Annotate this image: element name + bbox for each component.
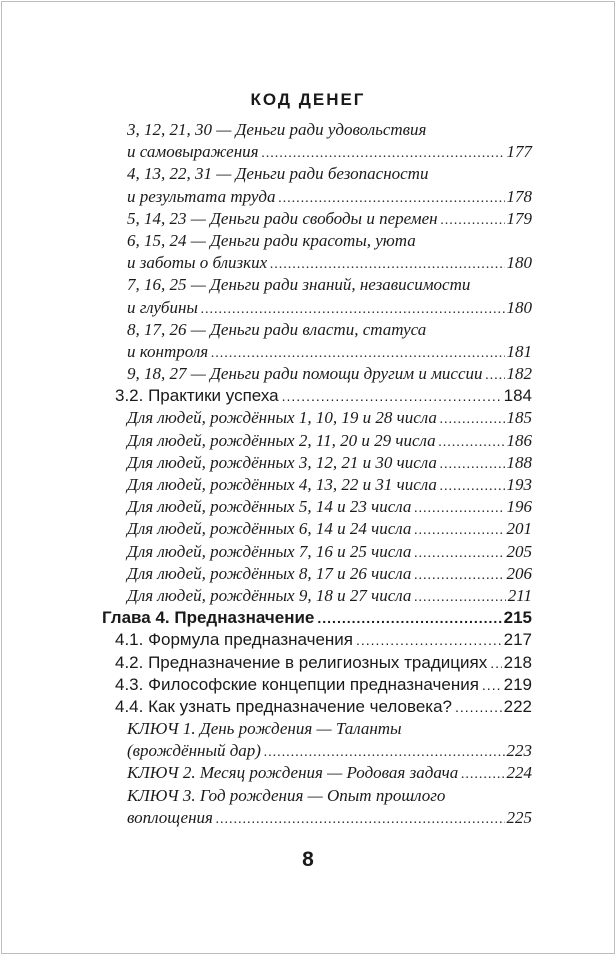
toc-entry-title: 9, 18, 27 — Деньги ради помощи другим и миссии (127, 364, 483, 384)
page-number: 8 (302, 848, 314, 871)
toc-entry[interactable] (102, 363, 532, 385)
toc-entry-title: 6, 15, 24 — Деньги ради красоты, уюта (127, 230, 416, 250)
dot-leader (490, 652, 501, 674)
toc-entry[interactable] (102, 541, 532, 563)
toc-entry-page: 224 (506, 763, 532, 783)
dot-leader (414, 520, 504, 542)
toc-entry[interactable] (102, 230, 532, 274)
toc-entry[interactable] (102, 163, 532, 207)
toc-entry-page: 206 (506, 563, 532, 583)
toc-entry-title: КЛЮЧ 3. Год рождения — Опыт прошлого (127, 785, 446, 805)
toc-entry-page: 217 (503, 630, 532, 650)
toc-entry-title: Для людей, рождённых 6, 14 и 24 числа (127, 519, 412, 539)
dot-leader (486, 365, 505, 387)
toc-entry-page: 181 (506, 341, 532, 361)
toc-entry-title: и контроля (127, 341, 209, 361)
toc-section-entry[interactable] (102, 674, 532, 696)
toc-entry-title: 4.1. Формула предназначения (115, 630, 353, 650)
toc-entry-page: 201 (506, 519, 532, 539)
toc-entry[interactable] (102, 452, 532, 474)
table-of-contents (102, 119, 532, 829)
toc-section-entry[interactable] (102, 696, 532, 718)
dot-leader (317, 607, 501, 629)
toc-entry-title: Для людей, рождённых 7, 16 и 25 числа (127, 541, 412, 561)
toc-entry[interactable] (102, 119, 532, 163)
dot-leader (414, 565, 504, 587)
dot-leader (461, 764, 504, 786)
dot-leader (414, 543, 504, 565)
dot-leader (441, 210, 505, 232)
toc-entry-page: 223 (506, 741, 532, 761)
toc-entry[interactable] (102, 474, 532, 496)
toc-entry-page: 179 (506, 208, 532, 228)
toc-entry[interactable] (102, 762, 532, 784)
toc-entry[interactable] (102, 785, 532, 829)
dot-leader (201, 299, 505, 321)
toc-entry-page: 205 (506, 541, 532, 561)
toc-entry-title: Для людей, рождённых 1, 10, 19 и 28 числа (127, 408, 437, 428)
toc-entry-page: 186 (506, 430, 532, 450)
toc-entry-title: КЛЮЧ 1. День рождения — Таланты (127, 719, 402, 739)
dot-leader (270, 254, 504, 276)
toc-section-entry[interactable] (102, 385, 532, 407)
running-head: КОД ДЕНЕГ (250, 90, 366, 109)
toc-entry-page: 178 (506, 186, 532, 206)
toc-entry-page: 180 (506, 297, 532, 317)
toc-chapter-entry[interactable] (102, 607, 532, 629)
toc-section-entry[interactable] (102, 652, 532, 674)
dot-leader (482, 674, 502, 696)
toc-entry-page: 180 (506, 253, 532, 273)
toc-entry-page: 222 (503, 696, 532, 716)
toc-entry-page: 177 (506, 142, 532, 162)
book-page (1, 1, 615, 954)
toc-entry[interactable] (102, 518, 532, 540)
dot-leader (455, 696, 502, 718)
toc-entry-title: воплощения (127, 807, 213, 827)
toc-entry-page: 193 (506, 475, 532, 494)
toc-entry-title: Для людей, рождённых 3, 12, 21 и 30 числа (127, 452, 437, 472)
toc-entry-title: КЛЮЧ 2. Месяц рождения — Родовая задача (127, 763, 459, 783)
toc-entry-title: 4.4. Как узнать предназначение человека? (115, 696, 453, 716)
dot-leader (439, 432, 505, 454)
dot-leader (262, 143, 505, 165)
toc-entry-title: Для людей, рождённых 8, 17 и 26 числа (127, 563, 412, 583)
toc-entry-page: 185 (506, 408, 532, 428)
toc-entry-title: 4, 13, 22, 31 — Деньги ради безопасности (127, 164, 429, 184)
toc-entry[interactable] (102, 718, 532, 762)
dot-leader (278, 188, 504, 210)
toc-entry[interactable] (102, 563, 532, 585)
toc-entry-title: 3.2. Практики успеха (115, 386, 279, 406)
toc-entry-title: Для людей, рождённых 9, 18 и 27 числа (127, 585, 412, 605)
dot-leader (414, 587, 505, 609)
dot-leader (211, 343, 504, 365)
dot-leader (282, 385, 502, 407)
toc-entry[interactable] (102, 496, 532, 518)
dot-leader (216, 809, 505, 831)
toc-entry-title: и самовыражения (127, 142, 259, 162)
toc-entry[interactable] (102, 407, 532, 429)
toc-entry-page: 211 (507, 585, 532, 605)
toc-entry-page: 215 (503, 608, 532, 628)
toc-entry-title: 4.2. Предназначение в религиозных традициях (115, 652, 488, 672)
toc-entry-page: 182 (506, 364, 532, 384)
toc-entry-title: и результата труда (127, 186, 276, 206)
dot-leader (356, 629, 502, 651)
toc-entry[interactable] (102, 208, 532, 230)
toc-entry-title: 3, 12, 21, 30 — Деньги ради удовольствия (127, 120, 427, 139)
dot-leader (414, 498, 504, 520)
toc-entry-title: 8, 17, 26 — Деньги ради власти, статуса (127, 319, 427, 339)
dot-leader (440, 409, 505, 431)
toc-entry[interactable] (102, 319, 532, 363)
toc-entry-title: (врождённый дар) (127, 741, 261, 761)
toc-entry-page: 225 (506, 807, 532, 827)
toc-entry[interactable] (102, 585, 532, 607)
toc-entry-page: 196 (506, 497, 532, 517)
toc-entry-title: 4.3. Философские концепции предназначения (115, 674, 479, 694)
toc-section-entry[interactable] (102, 629, 532, 651)
dot-leader (440, 476, 505, 498)
dot-leader (440, 454, 505, 476)
toc-entry-title: Для людей, рождённых 5, 14 и 23 числа (127, 497, 412, 517)
toc-entry-page: 218 (503, 652, 532, 672)
toc-entry-title: Для людей, рождённых 2, 11, 20 и 29 числа (127, 430, 436, 450)
toc-entry-title: и заботы о близких (127, 253, 268, 273)
toc-entry-title: Для людей, рождённых 4, 13, 22 и 31 числа (127, 475, 437, 494)
dot-leader (264, 742, 505, 764)
toc-entry[interactable] (102, 430, 532, 452)
toc-entry[interactable] (102, 274, 532, 318)
toc-entry-title: и глубины (127, 297, 198, 317)
toc-entry-title: 7, 16, 25 — Деньги ради знаний, независимости (127, 275, 471, 295)
toc-entry-page: 219 (503, 674, 532, 694)
toc-entry-page: 188 (506, 452, 532, 472)
toc-entry-page: 184 (503, 386, 532, 406)
toc-entry-title: Глава 4. Предназначение (102, 608, 315, 628)
toc-entry-title: 5, 14, 23 — Деньги ради свободы и перемен (127, 208, 438, 228)
